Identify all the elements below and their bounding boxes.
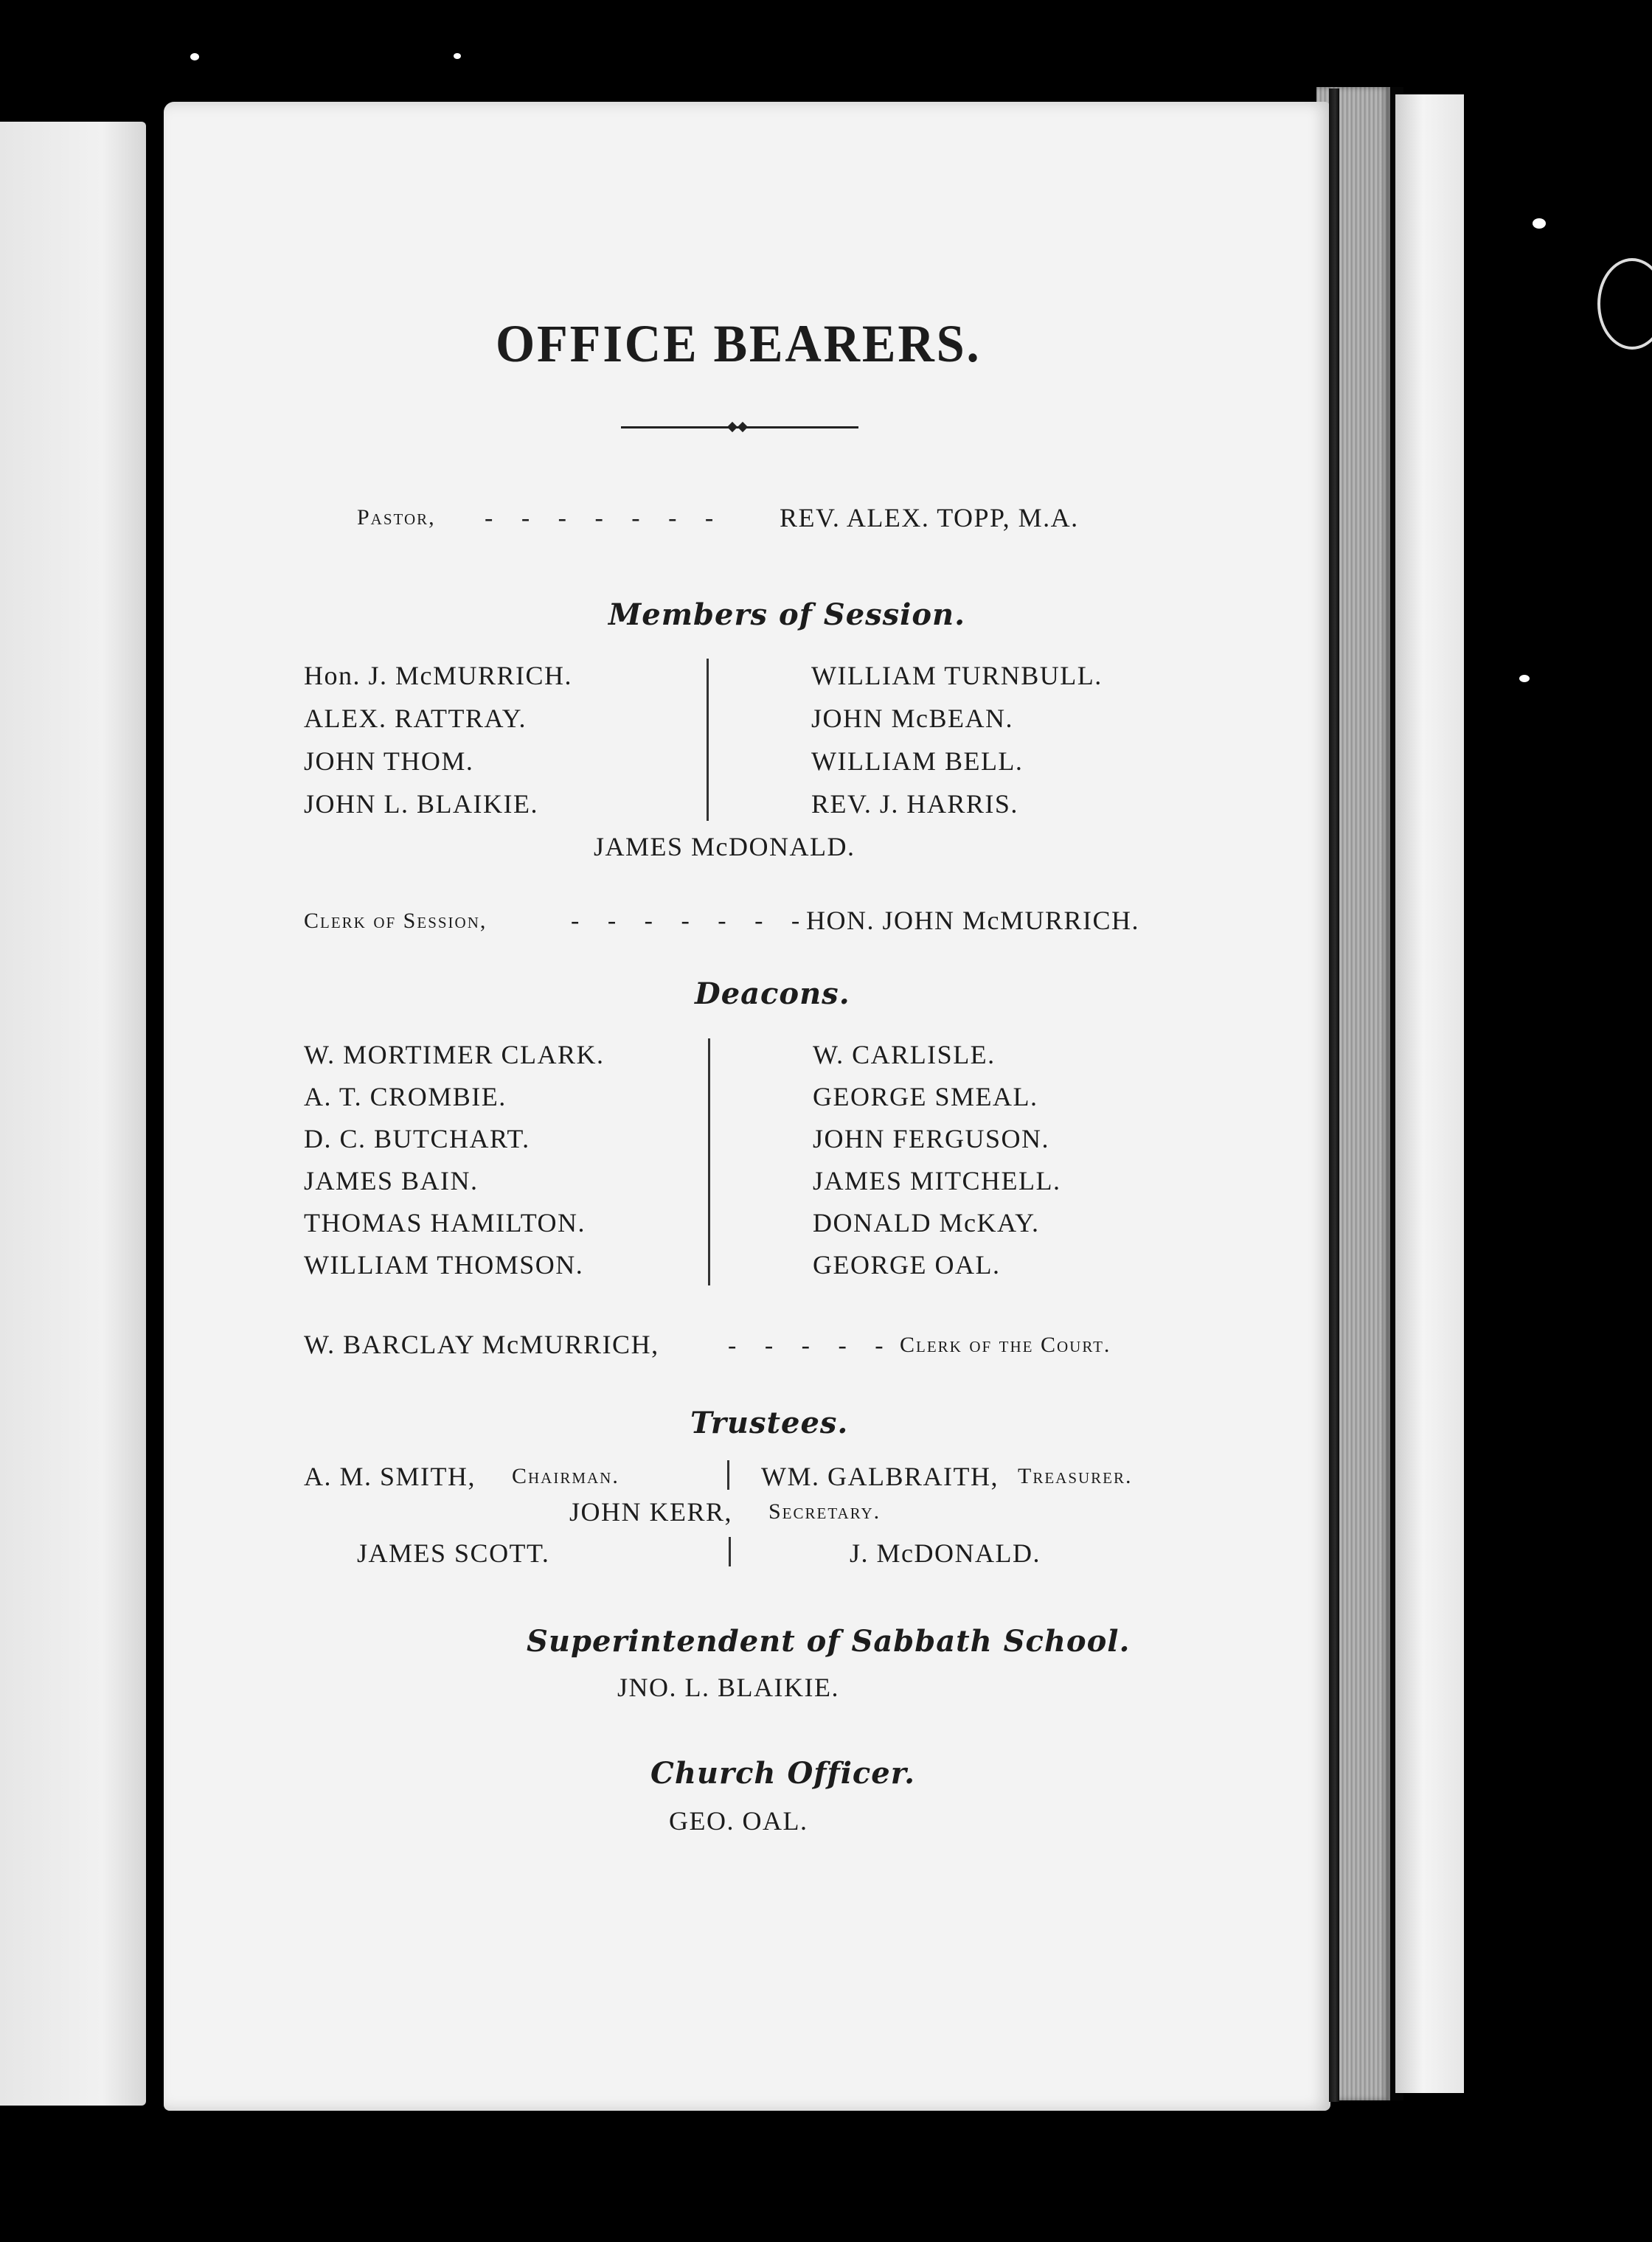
pastor-label: Pastor, <box>357 505 436 530</box>
page-shadow <box>1329 88 1339 2102</box>
trustee-name: JOHN KERR, <box>569 1497 733 1527</box>
session-member: JAMES McDONALD. <box>594 832 856 861</box>
deacon: GEORGE OAL. <box>813 1250 1001 1280</box>
superintendent-heading: Superintendent of Sabbath School. <box>527 1624 1131 1659</box>
session-member: Hon. J. McMURRICH. <box>304 661 573 690</box>
session-member: WILLIAM BELL. <box>811 746 1024 776</box>
session-member: REV. J. HARRIS. <box>811 789 1018 819</box>
deacons-heading: Deacons. <box>695 976 850 1011</box>
deacon: THOMAS HAMILTON. <box>304 1208 586 1238</box>
trustees-heading: Trustees. <box>690 1406 849 1440</box>
facing-page <box>0 122 146 2106</box>
superintendent-name: JNO. L. BLAIKIE. <box>617 1673 839 1702</box>
page-title: OFFICE BEARERS. <box>496 314 982 373</box>
session-member: JOHN McBEAN. <box>811 704 1013 733</box>
deacon: D. C. BUTCHART. <box>304 1124 530 1153</box>
column-divider <box>708 1038 710 1285</box>
film-mark <box>1597 258 1652 350</box>
session-member: JOHN L. BLAIKIE. <box>304 789 538 819</box>
deacon: GEORGE SMEAL. <box>813 1082 1038 1111</box>
deacon: JAMES MITCHELL. <box>813 1166 1061 1195</box>
trustee-role: Secretary. <box>768 1499 881 1524</box>
deacon: A. T. CROMBIE. <box>304 1082 507 1111</box>
trustee-name: J. McDONALD. <box>850 1538 1041 1568</box>
clerk-of-court-name: W. BARCLAY McMURRICH, <box>304 1330 659 1359</box>
film-speck <box>1533 218 1546 229</box>
church-officer-heading: Church Officer. <box>650 1756 916 1791</box>
column-divider <box>729 1537 731 1566</box>
trustee-name: A. M. SMITH, <box>304 1462 476 1491</box>
deacon: W. MORTIMER CLARK. <box>304 1040 605 1069</box>
rule-ornament <box>738 422 748 432</box>
church-officer-name: GEO. OAL. <box>669 1806 808 1836</box>
column-divider <box>707 659 709 821</box>
film-speck <box>190 53 199 60</box>
pastor-name: REV. ALEX. TOPP, M.A. <box>780 503 1079 532</box>
document-page <box>164 102 1330 2111</box>
clerk-of-court-label: Clerk of the Court. <box>900 1333 1111 1357</box>
film-speck <box>1519 675 1530 682</box>
trustee-name: WM. GALBRAITH, <box>761 1462 999 1491</box>
pastor-dashes: - - - - - - - <box>485 504 725 532</box>
session-heading: Members of Session. <box>608 597 966 632</box>
clerk-of-session-label: Clerk of Session, <box>304 909 487 933</box>
deacon: JOHN FERGUSON. <box>813 1124 1050 1153</box>
clerk-of-session-dashes: - - - - - - - <box>571 907 811 934</box>
clerk-of-session-name: HON. JOHN McMURRICH. <box>806 906 1140 935</box>
deacon: WILLIAM THOMSON. <box>304 1250 584 1280</box>
trustee-role: Treasurer. <box>1018 1464 1133 1488</box>
session-member: WILLIAM TURNBULL. <box>811 661 1103 690</box>
rule-ornament <box>727 422 738 432</box>
deacon: DONALD McKAY. <box>813 1208 1040 1238</box>
film-speck <box>454 53 461 59</box>
deacon: JAMES BAIN. <box>304 1166 479 1195</box>
trustee-role: Chairman. <box>512 1464 620 1488</box>
clerk-of-court-dashes: - - - - - <box>728 1332 895 1359</box>
session-member: ALEX. RATTRAY. <box>304 704 527 733</box>
column-divider <box>727 1460 729 1490</box>
session-member: JOHN THOM. <box>304 746 474 776</box>
back-board <box>1395 94 1464 2093</box>
trustee-name: JAMES SCOTT. <box>357 1538 550 1568</box>
deacon: W. CARLISLE. <box>813 1040 996 1069</box>
